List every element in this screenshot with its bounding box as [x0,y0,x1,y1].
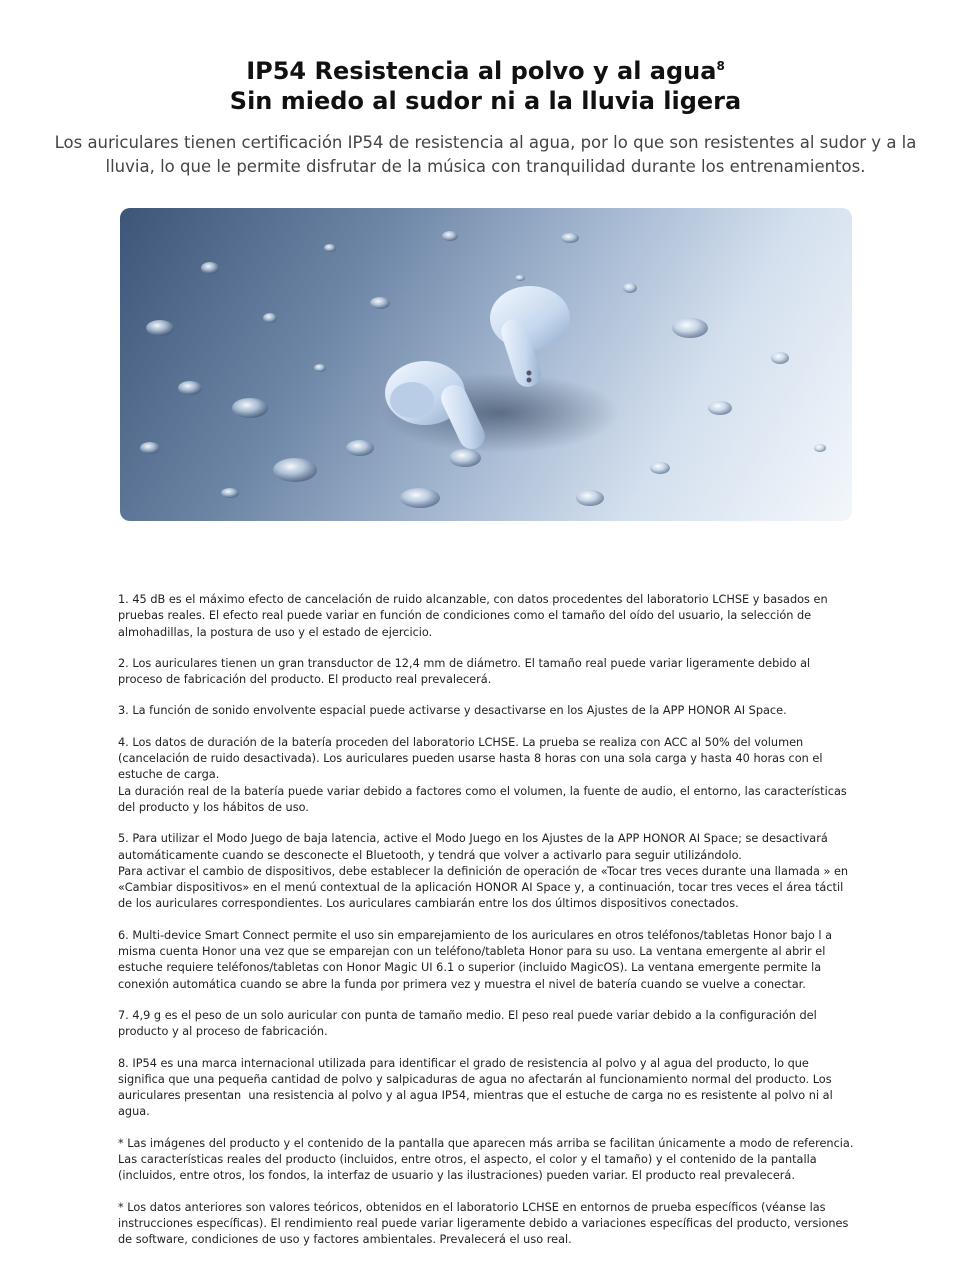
hero-title-line1: IP54 Resistencia al polvo y al agua [246,57,717,85]
footnote-6: 6. Multi-device Smart Connect permite el uso sin emparejamiento de los auriculares en otros teléfonos/tabletas Honor bajo l a misma cuenta Honor una vez que se emparejan con un teléfono/tableta Honor para su uso. La ventana emergente al abrir el estuche requiere teléfonos/tabletas con Honor Magic UI 6.1 o superior (incluido MagicOS). La ventana emergente permite la conexión automática cuando se abre la funda por primera vez y muestra el nivel de batería cuando se vuelve a conectar. [118,928,836,991]
product-photo-earbuds-water-drops [120,208,852,521]
footnote-2: 2. Los auriculares tienen un gran transductor de 12,4 mm de diámetro. El tamaño real puede variar ligeramente debido al proceso de fabricación del producto. El producto real prevalecerá. [118,656,814,687]
footnote-5: 5. Para utilizar el Modo Juego de baja latencia, active el Modo Juego en los Ajustes de la APP HONOR AI Space; se desactivará automáticamente cuando se desconecte el Bluetooth, y tendrá que volver a activarlo para seguir utilizándolo. Para activar el cambio de dispositivos, debe establecer la definición de operación de «Tocar tres veces durante una llamada » en «Cambiar dispositivos» en el menú contextual de la aplicación HONOR AI Space y, a continuación, tocar tres veces el área táctil de los auriculares correspondientes. Los auriculares cambiarán entre los dos últimos dispositivos conectados. [118,832,849,911]
footnote-7: 7. 4,9 g es el peso de un solo auricular con punta de tamaño medio. El peso real puede variar debido a la configuración del producto y al proceso de fabricación. [118,1008,821,1039]
footnote-3: 3. La función de sonido envolvente espacial puede activarse y desactivarse en los Ajustes de la APP HONOR AI Space. [118,704,787,718]
footnote-1: 1. 45 dB es el máximo efecto de cancelación de ruido alcanzable, con datos procedentes del laboratorio LCHSE y basados en pruebas reales. El efecto real puede variar en función de condiciones como el tamaño del oído del usuario, la selección de almohadillas, la postura de uso y el estado de ejercicio. [118,593,835,639]
disclaimer-images: * Las imágenes del producto y el contenido de la pantalla que aparecen más arriba se facilitan únicamente a modo de referencia. Las características reales del producto (incluidos, entre otros, el aspecto, el color y el tamaño) y el contenido de la pantalla (incluidos, entre otros, los fondos, la interfaz de usuario y las ilustraciones) pueden variar. El producto real prevalecerá. [118,1136,858,1183]
hero-title-line2: Sin miedo al sudor ni a la lluvia ligera [229,87,742,115]
hero-subtitle: Los auriculares tienen certificación IP54 de resistencia al agua, por lo que son resistentes al sudor y a la lluvia, lo que le permite disfrutar de la música con tranquilidad durante los entrenamientos. [54,133,917,176]
footnotes [118,592,858,1264]
hero-title [0,56,971,116]
footnote-8: 8. IP54 es una marca internacional utilizada para identificar el grado de resistencia al polvo y al agua del producto, lo que significa que una pequeña cantidad de polvo y salpicaduras de agua no afectarán al funcionamiento normal del producto. Los auriculares presentan una resistencia al polvo y al agua IP54, mientras que el estuche de carga no es resistente al polvo ni al agua. [118,1056,837,1119]
hero-title-footnote-ref: 8 [716,59,725,73]
disclaimer-data: * Los datos anteriores son valores teóricos, obtenidos en el laboratorio LCHSE en entornos de prueba específicos (véanse las instrucciones específicas). El rendimiento real puede variar ligeramente debido a variaciones específicas del producto, versiones de software, condiciones de uso y factores ambientales. Prevalecerá el uso real. [118,1200,852,1247]
footnote-4: 4. Los datos de duración de la batería proceden del laboratorio LCHSE. La prueba se realiza con ACC al 50% del volumen (cancelación de ruido desactivada). Los auriculares pueden usarse hasta 8 horas con una sola carga y hasta 40 horas con el estuche de carga. La duración real de la batería puede variar debido a factores como el volumen, la fuente de audio, el entorno, las características del producto y los hábitos de uso. [118,735,847,814]
water-drops [140,231,826,508]
earbuds-image [380,286,620,453]
